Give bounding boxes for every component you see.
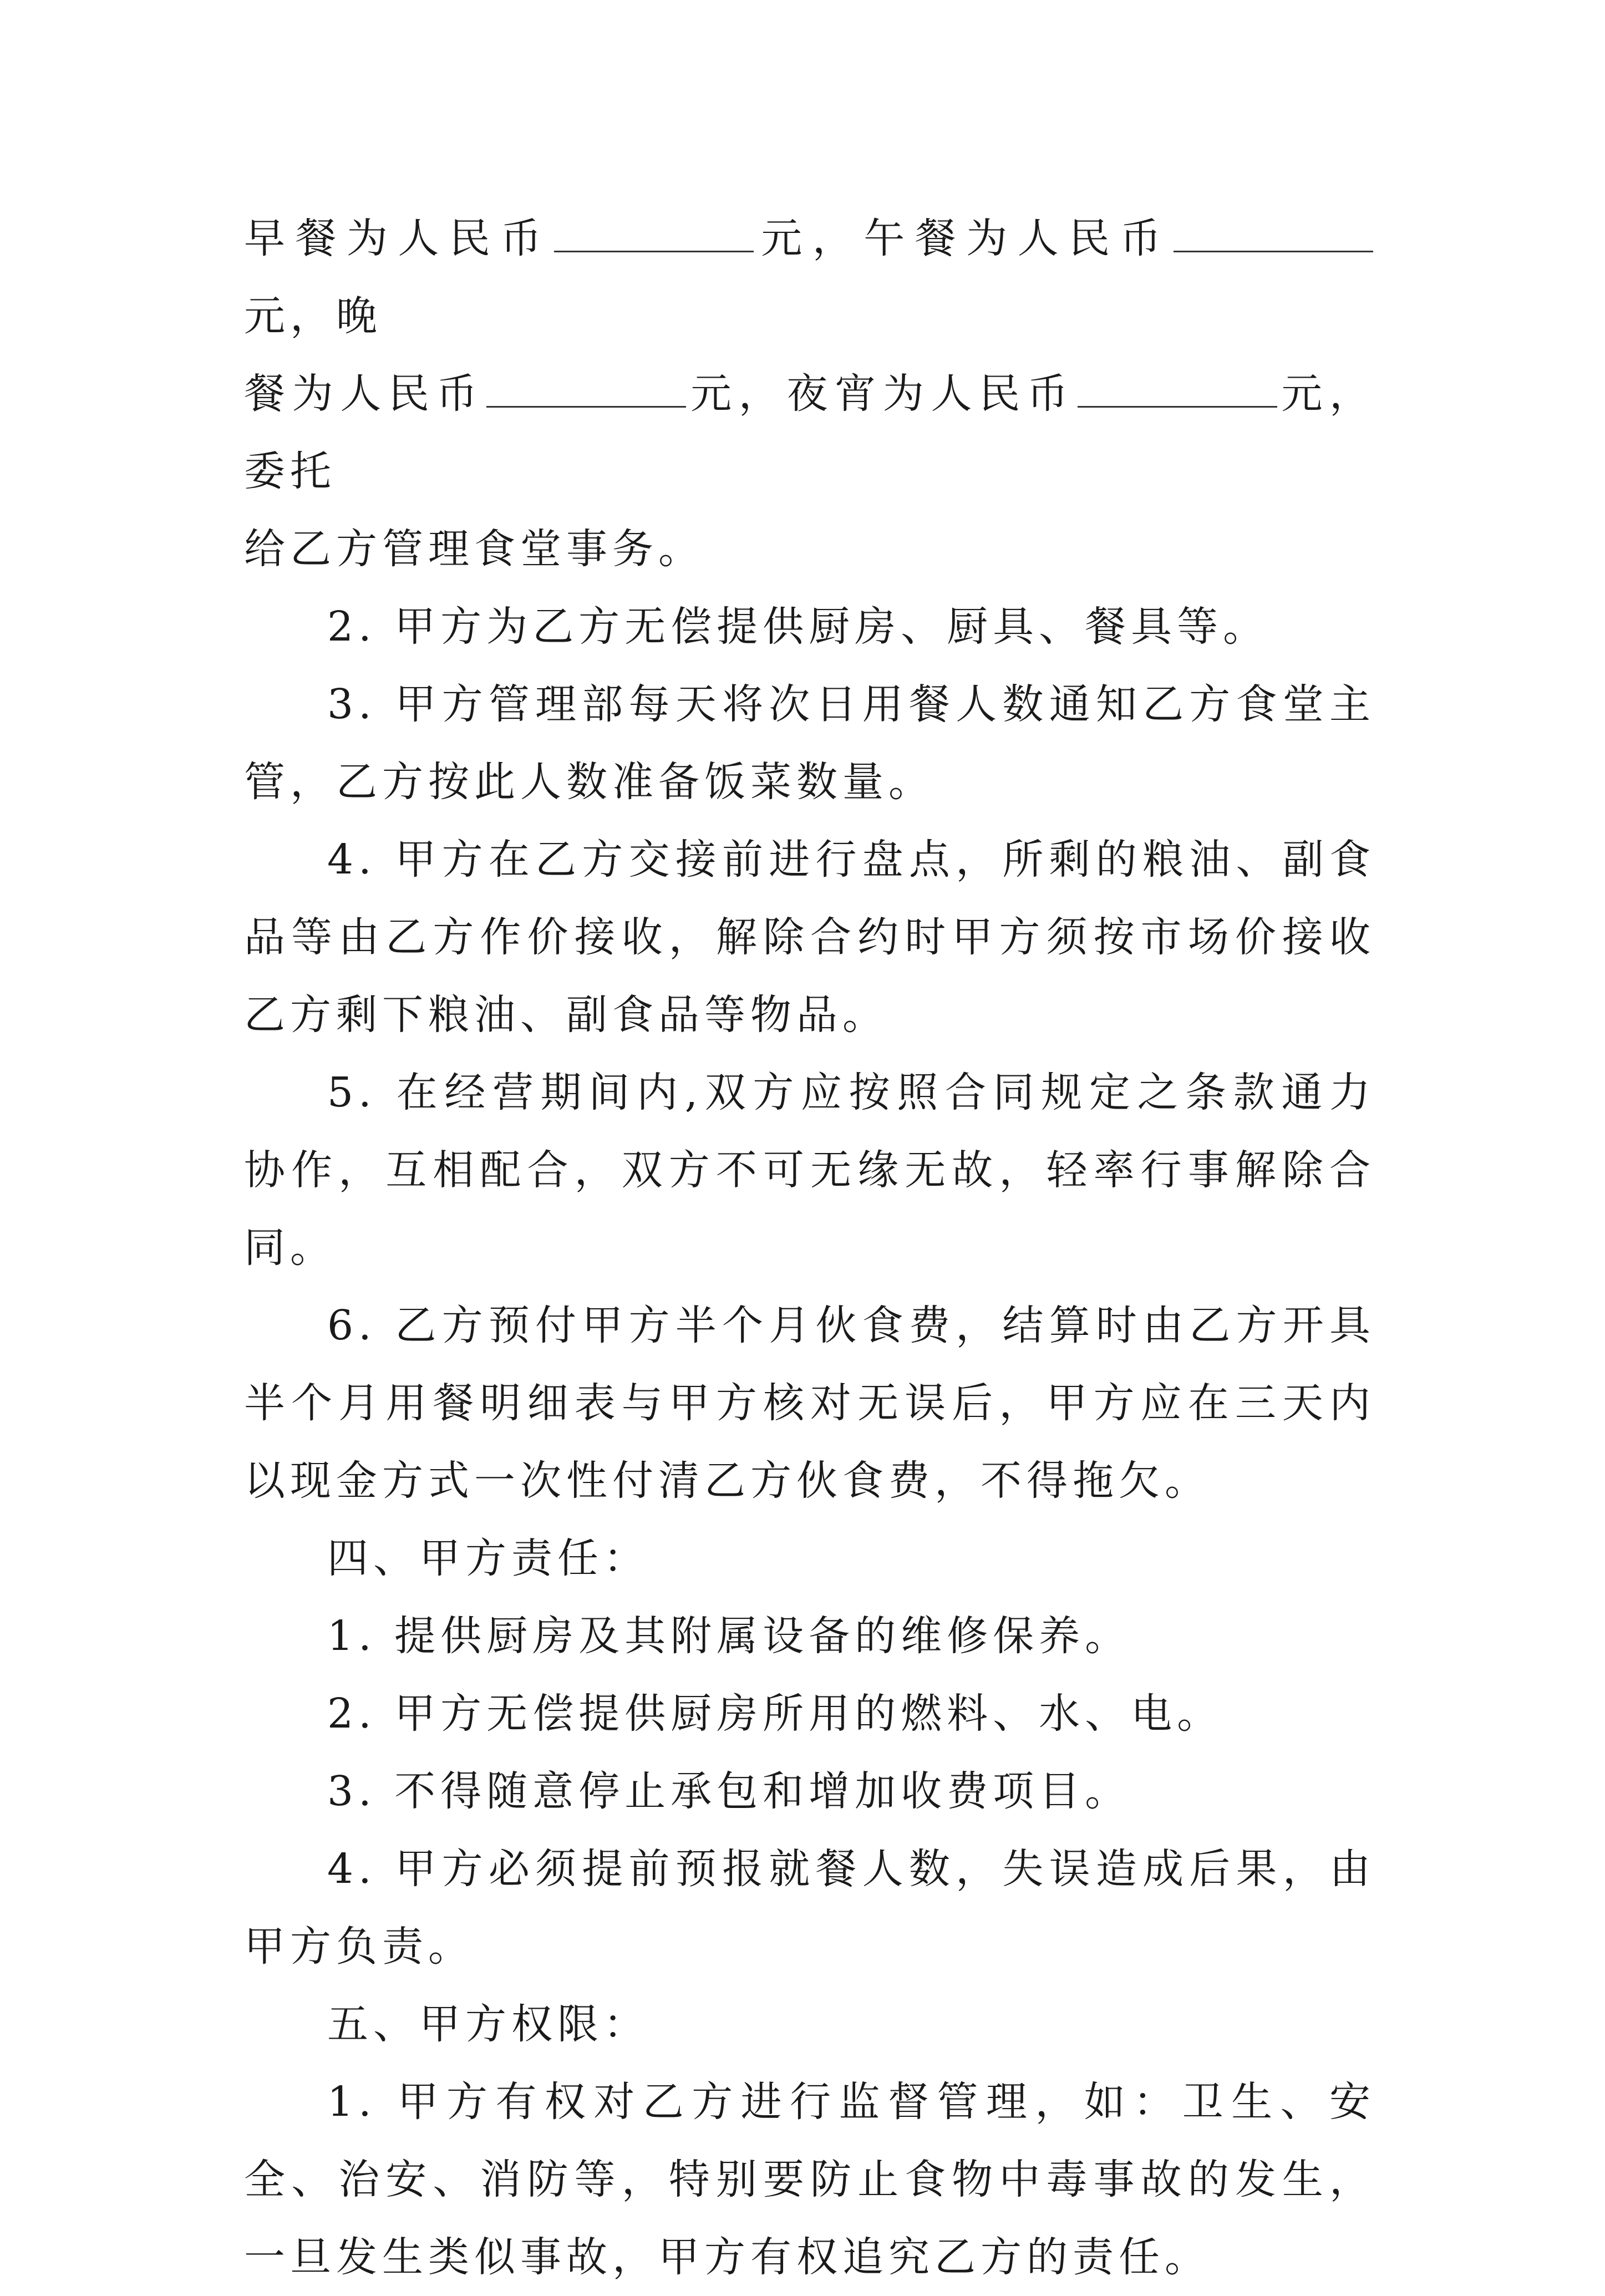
paragraph-right-1: 1. 甲方有权对乙方进行监督管理，如：卫生、安全、治安、消防等，特别要防止食物中毒事故的发生，一旦发生类似事故，甲方有权追究乙方的责任。 [244,2078,1375,2281]
paragraph-item-2: 2. 甲方为乙方无偿提供厨房、厨具、餐具等。 [327,603,1269,651]
blank-field-dinner [486,367,686,408]
blank-field-night-snack [1078,367,1277,408]
text-segment: 元，晚 [244,292,382,340]
section-heading-party-a-rights: 五、甲方权限： [327,2000,649,2048]
text-segment: 给乙方管理食堂事务。 [244,525,704,573]
paragraph-item-6: 6. 乙方预付甲方半个月伙食费，结算时由乙方开具半个月用餐明细表与甲方核对无误后，甲方应在三天内以现金方式一次性付清乙方伙食费，不得拖欠。 [244,1302,1375,1505]
text-segment: 元，委托 [244,370,1375,495]
paragraph-meal-prices [244,200,1375,588]
document-page [244,200,1375,2296]
paragraph-item-5: 5. 在经营期间内,双方应按照合同规定之条款通力协作，互相配合，双方不可无缘无故，轻率行事解除合同。 [244,1069,1375,1272]
text-segment: 早餐为人民币 [244,215,552,262]
blank-field-lunch [1174,212,1373,252]
paragraph-duty-4: 4. 甲方必须提前预报就餐人数，失误造成后果，由甲方负责。 [244,1845,1375,1970]
paragraph-duty-2: 2. 甲方无偿提供厨房所用的燃料、水、电。 [327,1690,1223,1738]
text-segment: 元，夜宵为人民币 [688,370,1075,418]
text-segment: 餐为人民币 [244,370,485,418]
paragraph-duty-3: 3. 不得随意停止承包和增加收费项目。 [327,1767,1131,1815]
paragraph-duty-1: 1. 提供厨房及其附属设备的维修保养。 [327,1612,1131,1660]
section-heading-party-a-duties: 四、甲方责任： [327,1535,649,1582]
paragraph-item-3: 3. 甲方管理部每天将次日用餐人数通知乙方食堂主管，乙方按此人数准备饭菜数量。 [244,680,1375,806]
text-segment: 元，午餐为人民币 [755,215,1172,262]
paragraph-item-4: 4. 甲方在乙方交接前进行盘点，所剩的粮油、副食品等由乙方作价接收，解除合约时甲方须按市场价接收乙方剩下粮油、副食品等物品。 [244,836,1375,1039]
blank-field-breakfast [554,212,754,252]
